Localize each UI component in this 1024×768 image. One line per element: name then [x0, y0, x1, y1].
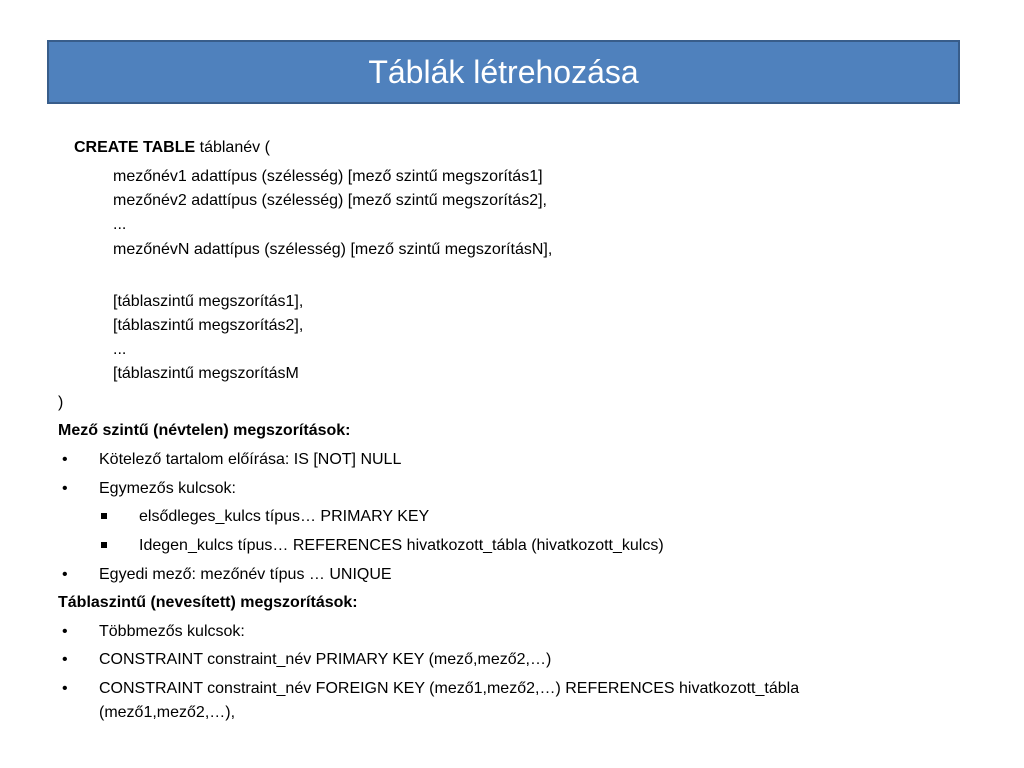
bullet-item: Egyedi mező: mezőnév típus … UNIQUE: [99, 566, 392, 583]
bullet-item: CONSTRAINT constraint_név FOREIGN KEY (mező1,mező2,…) REFERENCES hivatkozott_tábla: [99, 680, 800, 697]
field-level-heading: Mező szintű (névtelen) megszorítások:: [58, 422, 351, 439]
sub-bullet-item: elsődleges_kulcs típus… PRIMARY KEY: [139, 508, 430, 525]
square-bullet-icon: [101, 542, 107, 548]
field-def-line: mezőnév2 adattípus (szélesség) [mező szintű megszorítás2],: [113, 192, 547, 209]
slide-title: Táblák létrehozása: [368, 53, 639, 90]
bullet-item: CONSTRAINT constraint_név PRIMARY KEY (mező,mező2,…): [99, 651, 552, 668]
create-table-keyword: CREATE TABLE: [74, 139, 196, 156]
close-paren: ): [58, 394, 64, 411]
table-level-heading: Táblaszintű (nevesített) megszorítások:: [58, 594, 358, 611]
sub-bullet-item: Idegen_kulcs típus… REFERENCES hivatkozott_tábla (hivatkozott_kulcs): [139, 537, 664, 554]
bullet-icon: •: [62, 680, 68, 697]
create-table-line: [74, 138, 270, 158]
bullet-icon: •: [62, 480, 68, 497]
create-table-rest: táblanév (: [195, 139, 270, 156]
table-constraint-line: ...: [113, 341, 127, 358]
table-constraint-line: [táblaszintű megszorítás1],: [113, 293, 304, 310]
bullet-item: Egymezős kulcsok:: [99, 480, 236, 497]
field-def-line: mezőnévN adattípus (szélesség) [mező szintű megszorításN],: [113, 241, 553, 258]
bullet-item-continuation: (mező1,mező2,…),: [99, 704, 236, 721]
table-constraint-line: [táblaszintű megszorításM: [113, 365, 299, 382]
square-bullet-icon: [101, 513, 107, 519]
field-def-line: mezőnév1 adattípus (szélesség) [mező szintű megszorítás1]: [113, 168, 543, 185]
field-def-line: ...: [113, 216, 127, 233]
bullet-item: Kötelező tartalom előírása: IS [NOT] NULL: [99, 451, 402, 468]
bullet-icon: •: [62, 651, 68, 668]
slide-title-bar: [47, 40, 960, 104]
bullet-icon: •: [62, 451, 68, 468]
bullet-item: Többmezős kulcsok:: [99, 623, 245, 640]
bullet-icon: •: [62, 566, 68, 583]
bullet-icon: •: [62, 623, 68, 640]
table-constraint-line: [táblaszintű megszorítás2],: [113, 317, 304, 334]
